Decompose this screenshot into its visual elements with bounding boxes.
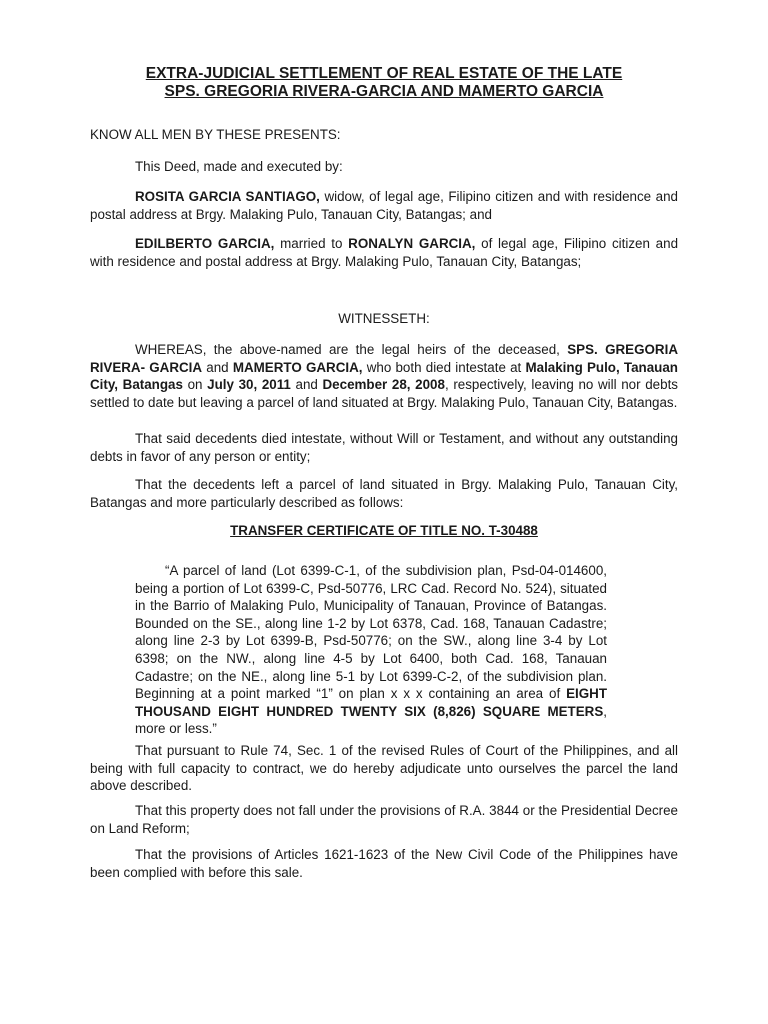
document-title-line-2: SPS. GREGORIA RIVERA-GARCIA AND MAMERTO GARCIA — [164, 83, 604, 100]
intestate-paragraph: That said decedents died intestate, without Will or Testament, and without any outstanding debts in favor of any person or entity; — [90, 431, 678, 464]
tct-heading: TRANSFER CERTIFICATE OF TITLE NO. T-30488 — [230, 523, 538, 538]
party-2-paragraph — [90, 235, 678, 270]
party-1-paragraph — [90, 188, 678, 223]
party-1-name: ROSITA GARCIA SANTIAGO, — [135, 189, 320, 204]
whereas-date-2: December 28, 2008 — [322, 377, 445, 393]
deed-made-line: This Deed, made and executed by: — [135, 159, 343, 174]
whereas-text-c: and — [202, 359, 233, 375]
party-2-details: of legal age, Filipino citizen and with residence and postal address at Brgy. Malaking Pulo, Tanauan City, Batangas; — [90, 236, 679, 269]
party-2-connector: married to — [274, 236, 349, 251]
document-title-line-1: EXTRA-JUDICIAL SETTLEMENT OF REAL ESTATE OF THE LATE — [145, 65, 623, 82]
party-2-spouse: RONALYN GARCIA, — [348, 236, 476, 251]
whereas-text-i: and — [290, 377, 323, 393]
rule-74-paragraph: That pursuant to Rule 74, Sec. 1 of the revised Rules of Court of the Philippines, and all being with full capacity to contract, we do hereby adjudicate unto ourselves the parcel the land above described. — [90, 743, 678, 794]
land-area: EIGHT THOUSAND EIGHT HUNDRED TWENTY SIX (8,826) SQUARE METERS — [135, 686, 607, 719]
land-description-end: , more or less.” — [135, 703, 607, 737]
land-description — [135, 562, 607, 738]
land-description-text: “A parcel of land (Lot 6399-C-1, of the subdivision plan, Psd-04-014600, being a portion of Lot 6399-C, Psd-50776, LRC Cad. Record No. 524), situated in the Barrio of Malaking Pulo, Municipality of Tanauan, Province of Batangas. Bounded on the SE., along line 1-2 by Lot 6378, Cad. 168, Tanauan Cadastre; along line 2-3 by Lot 6399-B, Psd-50776; on the SW., along line 3-4 by Lot 6398; on the NW., along line 4-5 by Lot 6400, both Cad. 168, Tanauan Cadastre; on the NE., along line 5-1 by Lot 6399-C-2, of the subdivision plan. Beginning at a point marked “1” on plan x x x containing an area of — [135, 563, 607, 702]
intro-line: KNOW ALL MEN BY THESE PRESENTS: — [90, 127, 341, 142]
whereas-deceased-2: MAMERTO GARCIA, — [232, 359, 363, 375]
party-2-name: EDILBERTO GARCIA, — [135, 236, 275, 251]
whereas-paragraph — [90, 341, 678, 411]
parcel-paragraph: That the decedents left a parcel of land situated in Brgy. Malaking Pulo, Tanauan City, Batangas and more particularly described as follows: — [90, 477, 678, 510]
whereas-deceased-1: SPS. GREGORIA RIVERA- GARCIA — [90, 342, 678, 375]
whereas-text-k: , respectively, leaving no will nor debts settled to date but leaving a parcel of land situated at Brgy. Malaking Pulo, Tanauan City, Batangas. — [90, 377, 678, 410]
whereas-place: Malaking Pulo, Tanauan City, Batangas — [90, 359, 678, 393]
whereas-text-a: WHEREAS, the above-named are the legal heirs of the deceased, — [135, 342, 568, 357]
whereas-text-e: who both died intestate at — [362, 359, 526, 375]
civil-code-paragraph: That the provisions of Articles 1621-1623 of the New Civil Code of the Philippines have been complied with before this sale. — [90, 847, 678, 880]
witnesseth-heading: WITNESSETH: — [338, 311, 430, 326]
whereas-date-1: July 30, 2011 — [207, 377, 291, 393]
whereas-text-g: on — [182, 377, 208, 393]
party-1-details: widow, of legal age, Filipino citizen and with residence and postal address at Brgy. Malaking Pulo, Tanauan City, Batangas; and — [90, 189, 678, 222]
ra-3844-paragraph: That this property does not fall under the provisions of R.A. 3844 or the Presidential Decree on Land Reform; — [90, 803, 678, 836]
